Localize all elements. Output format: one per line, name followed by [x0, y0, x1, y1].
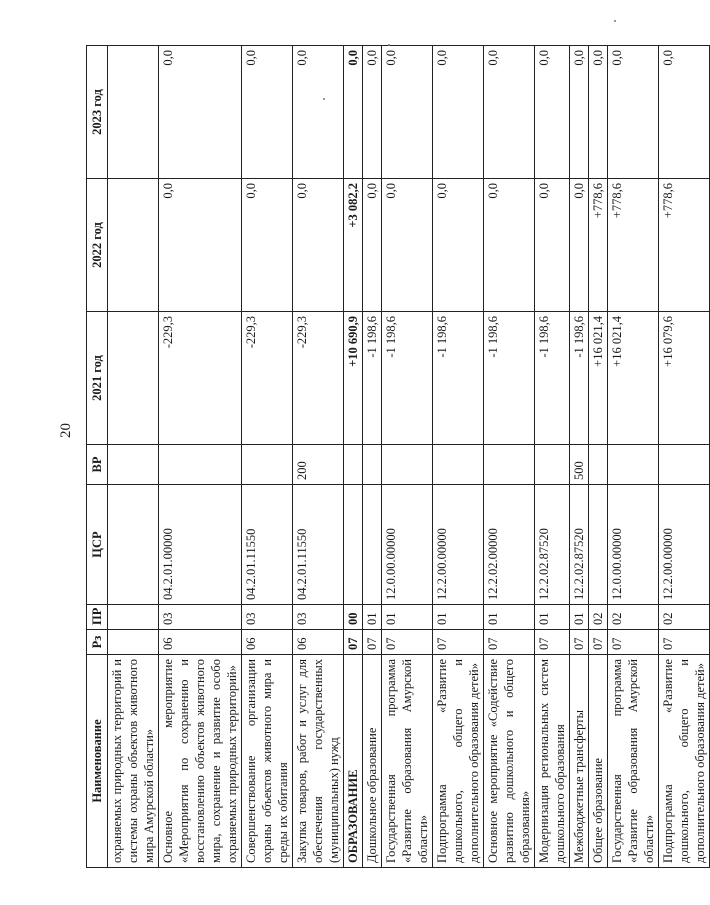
cell-vr — [433, 445, 484, 485]
cell-vr — [484, 445, 535, 485]
rotated-page-content — [86, 46, 707, 868]
table-row — [570, 46, 589, 868]
cell-rz: 06 — [159, 630, 242, 655]
cell-2023: 0,0 — [570, 46, 589, 179]
cell-name: Государственная программа «Развитие образования Амурской области» — [382, 655, 433, 868]
cell-rz: 07 — [535, 630, 570, 655]
cell-2023: 0,0 — [433, 46, 484, 179]
cell-2022: 0,0 — [293, 179, 344, 312]
cell-2022: 0,0 — [535, 179, 570, 312]
cell-2023: 0,0 — [608, 46, 659, 179]
cell-2022: +778,6 — [608, 179, 659, 312]
cell-pr: 02 — [608, 605, 659, 630]
column-header-pr: ПР — [87, 605, 108, 630]
cell-rz: 06 — [293, 630, 344, 655]
column-header-rz: Рз — [87, 630, 108, 655]
cell-2022: 0,0 — [484, 179, 535, 312]
cell-2021: -1 198,6 — [535, 312, 570, 445]
cell-vr — [608, 445, 659, 485]
cell-vr — [382, 445, 433, 485]
cell-vr: 200 — [293, 445, 344, 485]
cell-csr: 12.0.00.00000 — [382, 485, 433, 605]
cell-2022: +778,6 — [589, 179, 608, 312]
cell-2021: -229,3 — [242, 312, 293, 445]
cell-name: Подпрограмма «Развитие дошкольного, общего и дополнительного образования детей» — [433, 655, 484, 868]
cell-2023: 0,0 — [293, 46, 344, 179]
cell-vr — [344, 445, 363, 485]
cell-pr: 01 — [484, 605, 535, 630]
table-row — [589, 46, 608, 868]
cell-2021: -229,3 — [159, 312, 242, 445]
cell-vr — [363, 445, 382, 485]
cell-pr: 03 — [159, 605, 242, 630]
cell-2023: 0,0 — [363, 46, 382, 179]
cell-pr — [108, 605, 159, 630]
page-number: 20 — [58, 423, 74, 438]
cell-2023: 0,0 — [535, 46, 570, 179]
cell-pr: 00 — [344, 605, 363, 630]
cell-pr: 01 — [382, 605, 433, 630]
cell-2021: +16 021,4 — [608, 312, 659, 445]
cell-csr: 12.2.02.87520 — [570, 485, 589, 605]
cell-name: Основное мероприятие «Мероприятия по сохранению и восстановлению объектов животного мира, сохранение и развитие особо охраняемых природных территорий» — [159, 655, 242, 868]
cell-2022: 0,0 — [242, 179, 293, 312]
table-row — [382, 46, 433, 868]
cell-pr: 01 — [433, 605, 484, 630]
cell-2021 — [108, 312, 159, 445]
table-row — [363, 46, 382, 868]
cell-pr: 02 — [589, 605, 608, 630]
cell-2021: -1 198,6 — [382, 312, 433, 445]
cell-name: Подпрограмма «Развитие дошкольного, общего и дополнительного образования детей» — [659, 655, 710, 868]
cell-2021: -1 198,6 — [363, 312, 382, 445]
cell-2021: +16 079,6 — [659, 312, 710, 445]
column-header-name: Наименование — [87, 655, 108, 868]
cell-pr: 03 — [242, 605, 293, 630]
table-row — [535, 46, 570, 868]
cell-rz: 07 — [344, 630, 363, 655]
cell-rz: 07 — [570, 630, 589, 655]
cell-csr: 04.2.01.11550 — [293, 485, 344, 605]
cell-name: Закупка товаров, работ и услуг для обеспечения государственных (муниципальных) нужд — [293, 655, 344, 868]
cell-csr — [344, 485, 363, 605]
cell-rz — [108, 630, 159, 655]
table-header-row — [87, 46, 108, 868]
cell-2021: -1 198,6 — [484, 312, 535, 445]
cell-2022: 0,0 — [433, 179, 484, 312]
table-row — [608, 46, 659, 868]
column-header-2023: 2023 год — [87, 46, 108, 179]
cell-rz: 07 — [608, 630, 659, 655]
cell-name: ОБРАЗОВАНИЕ — [344, 655, 363, 868]
cell-csr: 04.2.01.11550 — [242, 485, 293, 605]
cell-rz: 07 — [589, 630, 608, 655]
cell-rz: 07 — [382, 630, 433, 655]
cell-2023: 0,0 — [484, 46, 535, 179]
cell-vr — [659, 445, 710, 485]
cell-2021: +16 021,4 — [589, 312, 608, 445]
table-body — [108, 46, 710, 868]
cell-2022 — [108, 179, 159, 312]
cell-name: Дошкольное образование — [363, 655, 382, 868]
column-header-2021: 2021 год — [87, 312, 108, 445]
cell-2023: 0,0 — [344, 46, 363, 179]
cell-2023 — [108, 46, 159, 179]
table-row — [484, 46, 535, 868]
cell-rz: 06 — [242, 630, 293, 655]
cell-pr: 01 — [570, 605, 589, 630]
cell-2022: 0,0 — [570, 179, 589, 312]
cell-2022: 0,0 — [382, 179, 433, 312]
cell-pr: 03 — [293, 605, 344, 630]
cell-2023: 0,0 — [242, 46, 293, 179]
budget-table — [86, 45, 710, 868]
cell-2022: +3 082,2 — [344, 179, 363, 312]
cell-csr: 12.2.02.87520 — [535, 485, 570, 605]
table-row — [433, 46, 484, 868]
column-header-vr: ВР — [87, 445, 108, 485]
scan-speck — [614, 20, 616, 22]
cell-name: охраняемых природных территорий и системы охраны объектов животного мира Амурской области» — [108, 655, 159, 868]
column-header-csr: ЦСР — [87, 485, 108, 605]
cell-2021: +10 690,9 — [344, 312, 363, 445]
cell-vr — [159, 445, 242, 485]
cell-vr: 500 — [570, 445, 589, 485]
table-row — [108, 46, 159, 868]
table-row — [159, 46, 242, 868]
cell-pr: 01 — [535, 605, 570, 630]
cell-csr — [363, 485, 382, 605]
table-row — [293, 46, 344, 868]
cell-csr: 12.0.00.00000 — [608, 485, 659, 605]
cell-2023: 0,0 — [659, 46, 710, 179]
cell-2021: -229,3 — [293, 312, 344, 445]
cell-vr — [242, 445, 293, 485]
cell-name: Основное мероприятие «Содействие развитию дошкольного и общего образования» — [484, 655, 535, 868]
cell-rz: 07 — [433, 630, 484, 655]
cell-csr: 04.2.01.00000 — [159, 485, 242, 605]
cell-2021: -1 198,6 — [433, 312, 484, 445]
cell-vr — [589, 445, 608, 485]
cell-name: Общее образование — [589, 655, 608, 868]
cell-2021: -1 198,6 — [570, 312, 589, 445]
cell-rz: 07 — [363, 630, 382, 655]
cell-csr — [589, 485, 608, 605]
cell-rz: 07 — [659, 630, 710, 655]
cell-2023: 0,0 — [159, 46, 242, 179]
table-row — [659, 46, 710, 868]
cell-pr: 02 — [659, 605, 710, 630]
cell-2022: 0,0 — [363, 179, 382, 312]
cell-2023: 0,0 — [382, 46, 433, 179]
scan-speck — [388, 44, 390, 46]
table-row — [344, 46, 363, 868]
cell-name: Межбюджетные трансферты — [570, 655, 589, 868]
cell-name: Модернизация региональных систем дошкольного образования — [535, 655, 570, 868]
column-header-2022: 2022 год — [87, 179, 108, 312]
cell-csr: 12.2.02.00000 — [484, 485, 535, 605]
cell-csr — [108, 485, 159, 605]
cell-2022: +778,6 — [659, 179, 710, 312]
cell-csr: 12.2.00.00000 — [659, 485, 710, 605]
cell-vr — [108, 445, 159, 485]
cell-csr: 12.2.00.00000 — [433, 485, 484, 605]
cell-2023: 0,0 — [589, 46, 608, 179]
cell-vr — [535, 445, 570, 485]
cell-pr: 01 — [363, 605, 382, 630]
cell-2022: 0,0 — [159, 179, 242, 312]
cell-name: Государственная программа «Развитие образования Амурской области» — [608, 655, 659, 868]
cell-rz: 07 — [484, 630, 535, 655]
cell-name: Совершенствование организации охраны объектов животного мира и среды их обитания — [242, 655, 293, 868]
scan-speck — [323, 98, 325, 100]
table-row — [242, 46, 293, 868]
